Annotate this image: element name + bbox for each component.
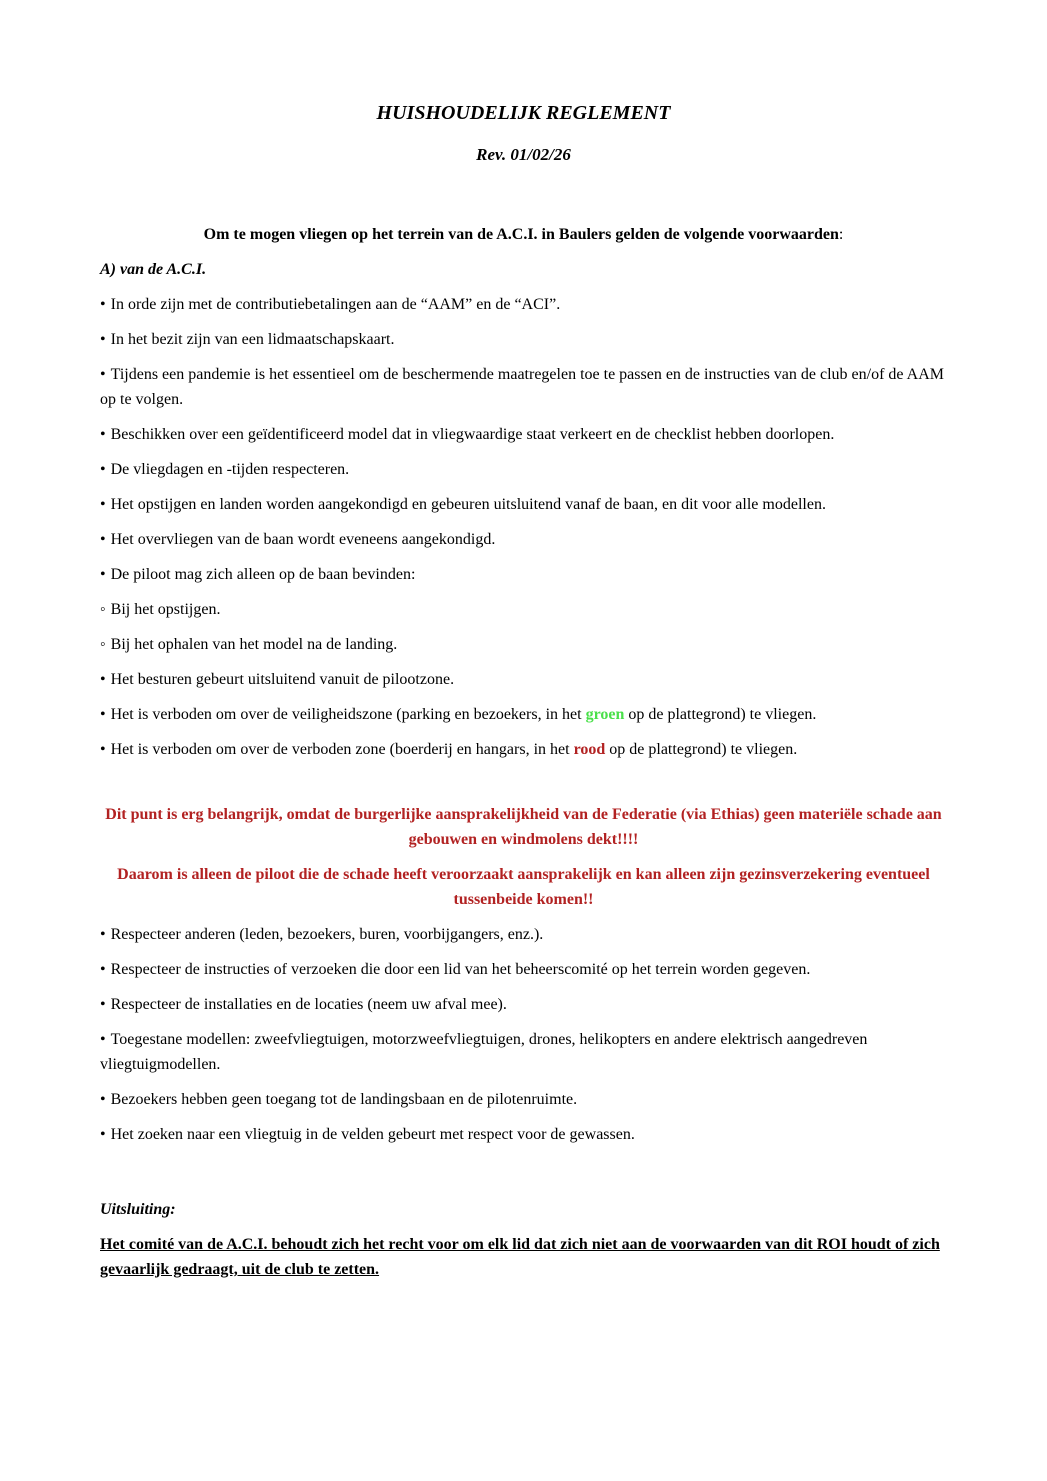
bullet-item bbox=[100, 292, 947, 317]
bullet-item bbox=[100, 492, 947, 517]
sub-bullet-item bbox=[100, 597, 947, 622]
bullet-text-prefix: Het is verboden om over de veiligheidszone (parking en bezoekers, in het bbox=[110, 706, 586, 723]
bullet-text: Respecteer de installaties en de locaties (neem uw afval mee). bbox=[110, 996, 507, 1013]
bullet-text: De vliegdagen en -tijden respecteren. bbox=[110, 461, 350, 478]
exclusion-heading: Uitsluiting: bbox=[100, 1201, 176, 1218]
bullet-marker: • bbox=[100, 566, 106, 583]
bullet-text: Het besturen gebeurt uitsluitend vanuit de pilootzone. bbox=[110, 671, 455, 688]
bullet-item bbox=[100, 362, 947, 412]
bullet-text: In het bezit zijn van een lidmaatschapskaart. bbox=[110, 331, 395, 348]
bullet-text: Het opstijgen en landen worden aangekondigd en gebeuren uitsluitend vanaf de baan, en dit voor alle modellen. bbox=[110, 496, 826, 513]
bullet-item-green-zone bbox=[100, 702, 947, 727]
bullet-marker: • bbox=[100, 426, 106, 443]
bullet-text: Het zoeken naar een vliegtuig in de velden gebeurt met respect voor de gewassen. bbox=[110, 1126, 635, 1143]
bullet-marker: • bbox=[100, 496, 106, 513]
intro-line bbox=[100, 222, 947, 247]
bullet-text-prefix: Het is verboden om over de verboden zone (boerderij en hangars, in het bbox=[110, 741, 574, 758]
sub-bullet-marker: ◦ bbox=[100, 636, 106, 653]
bullet-text: Het overvliegen van de baan wordt eveneens aangekondigd. bbox=[110, 531, 496, 548]
bullet-text: In orde zijn met de contributiebetalingen aan de “AAM” en de “ACI”. bbox=[110, 296, 561, 313]
bullet-item bbox=[100, 667, 947, 692]
bullet-text: Respecteer anderen (leden, bezoekers, buren, voorbijgangers, enz.). bbox=[110, 926, 544, 943]
warning-paragraph-2: Daarom is alleen de piloot die de schade heeft veroorzaakt aansprakelijk en kan alleen zijn gezinsverzekering eventueel tussenbeide komen!! bbox=[117, 866, 930, 908]
bullet-item bbox=[100, 562, 947, 587]
bullet-marker: • bbox=[100, 531, 106, 548]
bullet-item bbox=[100, 992, 947, 1017]
bullet-text: Bij het ophalen van het model na de landing. bbox=[110, 636, 398, 653]
bullet-marker: • bbox=[100, 706, 106, 723]
bullet-text: Beschikken over een geïdentificeerd model dat in vliegwaardige staat verkeert en de checklist hebben doorlopen. bbox=[110, 426, 835, 443]
bullet-item bbox=[100, 527, 947, 552]
bullet-marker: • bbox=[100, 461, 106, 478]
exclusion-text: Het comité van de A.C.I. behoudt zich het recht voor om elk lid dat zich niet aan de voorwaarden van dit ROI houdt of zich gevaarlijk gedraagt, uit de club te zetten. bbox=[100, 1236, 940, 1278]
bullet-marker: • bbox=[100, 1031, 106, 1048]
bullet-text-suffix: op de plattegrond) te vliegen. bbox=[624, 706, 817, 723]
red-highlight-word: rood bbox=[573, 741, 606, 758]
green-highlight-word: groen bbox=[585, 706, 625, 723]
bullet-marker: • bbox=[100, 1126, 106, 1143]
rules-list-a bbox=[100, 292, 947, 762]
bullet-marker: • bbox=[100, 296, 106, 313]
rules-list-b bbox=[100, 922, 947, 1147]
bullet-item bbox=[100, 457, 947, 482]
warning-paragraph-1: Dit punt is erg belangrijk, omdat de burgerlijke aansprakelijkheid van de Federatie (via Ethias) geen materiële schade aan gebouwen en windmolens dekt!!!! bbox=[105, 806, 942, 848]
bullet-item bbox=[100, 1122, 947, 1147]
section-a-heading: A) van de A.C.I. bbox=[100, 261, 207, 278]
liability-warning-block bbox=[100, 802, 947, 912]
bullet-marker: • bbox=[100, 961, 106, 978]
bullet-text: Bij het opstijgen. bbox=[110, 601, 221, 618]
bullet-item bbox=[100, 1087, 947, 1112]
bullet-item-red-zone bbox=[100, 737, 947, 762]
bullet-text: Respecteer de instructies of verzoeken die door een lid van het beheerscomité op het terrein worden gegeven. bbox=[110, 961, 811, 978]
bullet-text: Toegestane modellen: zweefvliegtuigen, motorzweefvliegtuigen, drones, helikopters en andere elektrisch aangedreven vliegtuigmodellen. bbox=[100, 1031, 868, 1073]
bullet-marker: • bbox=[100, 1091, 106, 1108]
document-revision: Rev. 01/02/26 bbox=[476, 145, 571, 164]
bullet-item bbox=[100, 957, 947, 982]
document-title: HUISHOUDELIJK REGLEMENT bbox=[376, 102, 671, 124]
intro-bold-text: Om te mogen vliegen op het terrein van de A.C.I. in Baulers gelden de volgende voorwaarden bbox=[203, 226, 839, 243]
bullet-marker: • bbox=[100, 366, 106, 383]
bullet-text: De piloot mag zich alleen op de baan bevinden: bbox=[110, 566, 416, 583]
bullet-marker: • bbox=[100, 331, 106, 348]
bullet-item bbox=[100, 327, 947, 352]
sub-bullet-marker: ◦ bbox=[100, 601, 106, 618]
bullet-item bbox=[100, 922, 947, 947]
bullet-marker: • bbox=[100, 926, 106, 943]
sub-bullet-item bbox=[100, 632, 947, 657]
bullet-marker: • bbox=[100, 996, 106, 1013]
intro-colon: : bbox=[838, 226, 844, 243]
bullet-item bbox=[100, 1027, 947, 1077]
bullet-text: Bezoekers hebben geen toegang tot de landingsbaan en de pilotenruimte. bbox=[110, 1091, 578, 1108]
bullet-marker: • bbox=[100, 671, 106, 688]
bullet-text-suffix: op de plattegrond) te vliegen. bbox=[605, 741, 798, 758]
bullet-item bbox=[100, 422, 947, 447]
bullet-text: Tijdens een pandemie is het essentieel om de beschermende maatregelen toe te passen en de instructies van de club en/of de AAM op te volgen. bbox=[100, 366, 944, 408]
bullet-marker: • bbox=[100, 741, 106, 758]
